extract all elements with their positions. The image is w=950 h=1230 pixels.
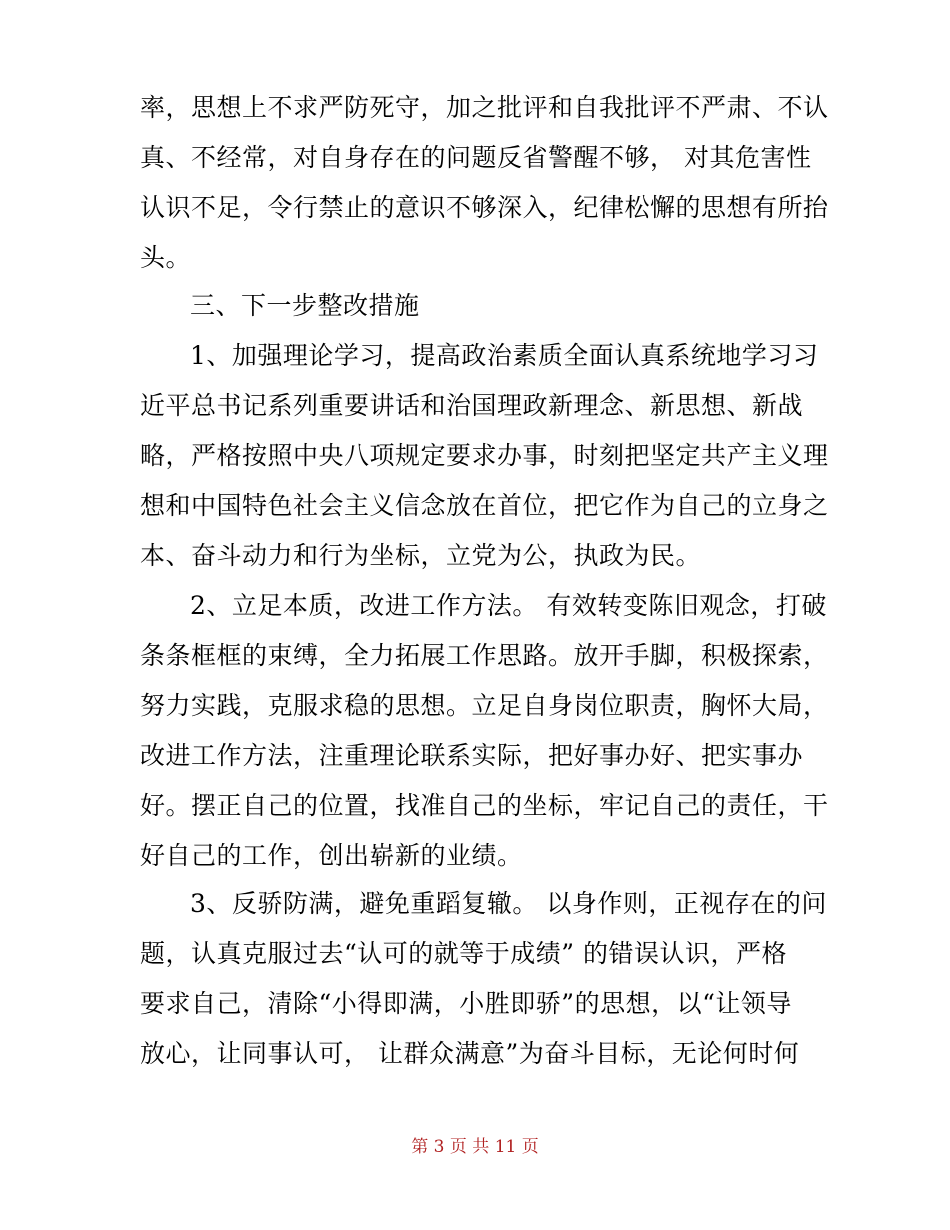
text-line: 题，认真克服过去“认可的就等于成绩” 的错误认识，严格 (140, 939, 788, 968)
text-line: 2、立足本质，改进工作方法。 有效转变陈旧观念，打破 (190, 591, 827, 620)
text-line: 率，思想上不求严防死守，加之批评和自我批评不严肃、不认 (140, 93, 829, 122)
text-line: 认识不足，令行禁止的意识不够深入，纪律松懈的思想有所抬 (140, 193, 829, 222)
page-number-footer: 第 3 页 共 11 页 (411, 1137, 539, 1157)
text-line: 改进工作方法，注重理论联系实际，把好事办好、把实事办 (140, 741, 804, 770)
text-line: 要求自己，清除“小得即满，小胜即骄”的思想，以“让领导 (140, 989, 792, 1018)
text-line: 好自己的工作，创出崭新的业绩。 (140, 841, 523, 870)
text-line: 近平总书记系列重要讲话和治国理政新理念、新思想、新战 (140, 391, 804, 420)
text-line: 略，严格按照中央八项规定要求办事，时刻把坚定共产主义理 (140, 441, 829, 470)
text-line: 好。摆正自己的位置，找准自己的坐标，牢记自己的责任，干 (140, 791, 829, 820)
text-line: 条条框框的束缚，全力拓展工作思路。放开手脚，积极探索， (140, 641, 829, 670)
text-line: 头。 (140, 243, 192, 272)
text-line: 努力实践，克服求稳的思想。立足自身岗位职责，胸怀大局， (140, 691, 829, 720)
text-line: 本、奋斗动力和行为坐标，立党为公，执政为民。 (140, 541, 702, 570)
text-line: 真、不经常，对自身存在的问题反省警醒不够， 对其危害性 (140, 143, 812, 172)
section-heading: 三、下一步整改措施 (190, 291, 420, 320)
text-line: 放心，让同事认可， 让群众满意”为奋斗目标，无论何时何 (140, 1039, 800, 1068)
text-line: 想和中国特色社会主义信念放在首位，把它作为自己的立身之 (140, 491, 829, 520)
text-line: 1、加强理论学习，提高政治素质全面认真系统地学习习 (190, 341, 819, 370)
text-line: 3、反骄防满，避免重蹈复辙。 以身作则，正视存在的问 (190, 889, 827, 918)
